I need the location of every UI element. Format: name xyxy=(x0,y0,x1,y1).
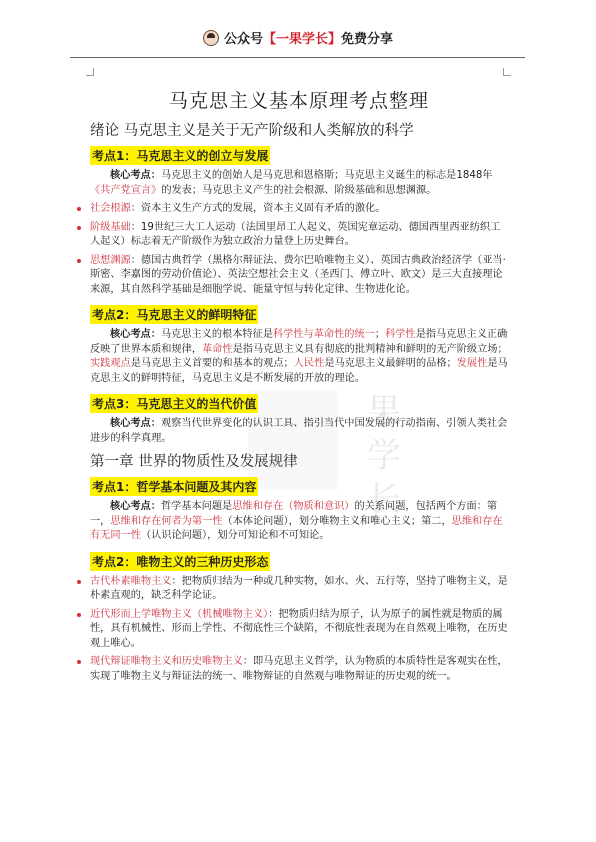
list-item: 思想渊源：德国古典哲学（黑格尔辩证法、费尔巴哈唯物主义）、英国古典政治经济学（亚当·斯密、李嘉图的劳动价值论）、英法空想社会主义（圣西门、傅立叶、欧文）是三大直接理论来源，其自然科学基础是细胞学说、能量守恒与转化定律、生物进化论。 xyxy=(90,254,508,298)
list-item: 现代辩证唯物主义和历史唯物主义：即马克思主义哲学，认为物质的本质特性是客观实在性，实现了唯物主义与辩证法的统一、唯物辩证的自然观与唯物辩证的历史观的统一。 xyxy=(90,655,508,684)
page-corner-mark-right xyxy=(503,68,511,76)
watermark-seal: 果 学 长 xyxy=(367,392,401,520)
document-body xyxy=(90,86,508,688)
bullet-list xyxy=(90,575,508,685)
intro-heading: 绪论 马克思主义是关于无产阶级和人类解放的科学 xyxy=(90,123,414,139)
banner-suffix: 免费分享 xyxy=(341,32,394,47)
keypoint-heading: 考点3：马克思主义的当代价值 xyxy=(90,394,258,413)
list-item: 古代朴素唯物主义：把物质归结为一种或几种实物，如水、火、五行等，坚持了唯物主义，是朴素直观的，缺乏科学论证。 xyxy=(90,575,508,604)
share-banner xyxy=(0,28,596,47)
chapter-heading: 第一章 世界的物质性及发展规律 xyxy=(90,454,298,470)
avatar-icon xyxy=(203,30,219,46)
core-paragraph: 核心考点：马克思主义的创始人是马克思和恩格斯；马克思主义诞生的标志是1848年《共产党宣言》的发表；马克思主义产生的社会根源、阶级基础和思想渊源。 xyxy=(90,170,493,196)
keypoint-heading: 考点2：唯物主义的三种历史形态 xyxy=(90,552,270,571)
header-divider xyxy=(70,57,525,58)
keypoint-heading: 考点2：马克思主义的鲜明特征 xyxy=(90,305,258,324)
core-paragraph: 核心考点：观察当代世界变化的认识工具、指引当代中国发展的行动指南、引领人类社会进步的科学真理。 xyxy=(90,418,508,444)
bullet-list xyxy=(90,202,508,297)
page-corner-mark-left xyxy=(86,68,94,76)
keypoint-heading: 考点1：马克思主义的创立与发展 xyxy=(90,146,270,165)
core-paragraph: 核心考点：哲学基本问题是思维和存在（物质和意识）的关系问题，包括两个方面：第一，思维和存在何者为第一性（本体论问题），划分唯物主义和唯心主义；第二，思维和存在有无同一性（认识论问题），划分可知论和不可知论。 xyxy=(90,501,503,541)
list-item: 近代形而上学唯物主义（机械唯物主义）：把物质归结为原子，认为原子的属性就是物质的属性，具有机械性、形而上学性、不彻底性三个缺陷，不彻底性表现为在自然观上唯物，在历史观上唯心。 xyxy=(90,608,508,652)
banner-account-name: 【一果学长】 xyxy=(262,32,341,47)
banner-prefix: 公众号 xyxy=(223,32,263,47)
keypoint-heading: 考点1：哲学基本问题及其内容 xyxy=(90,477,258,496)
list-item: 社会根源：资本主义生产方式的发展，资本主义固有矛盾的激化。 xyxy=(90,202,508,217)
page-title: 马克思主义基本原理考点整理 xyxy=(168,90,429,112)
list-item: 阶级基础：19世纪三大工人运动（法国里昂工人起义、英国宪章运动、德国西里西亚纺织工人起义）标志着无产阶级作为独立政治力量登上历史舞台。 xyxy=(90,221,508,250)
core-paragraph: 核心考点：马克思主义的根本特征是科学性与革命性的统一；科学性是指马克思主义正确反映了世界本质和规律，革命性是指马克思主义具有彻底的批判精神和鲜明的无产阶级立场；实践观点是马克思主义首要的和基本的观点；人民性是马克思主义最鲜明的品格；发展性是马克思主义的鲜明特征，马克思主义是不断发展的开放的理论。 xyxy=(90,329,508,384)
